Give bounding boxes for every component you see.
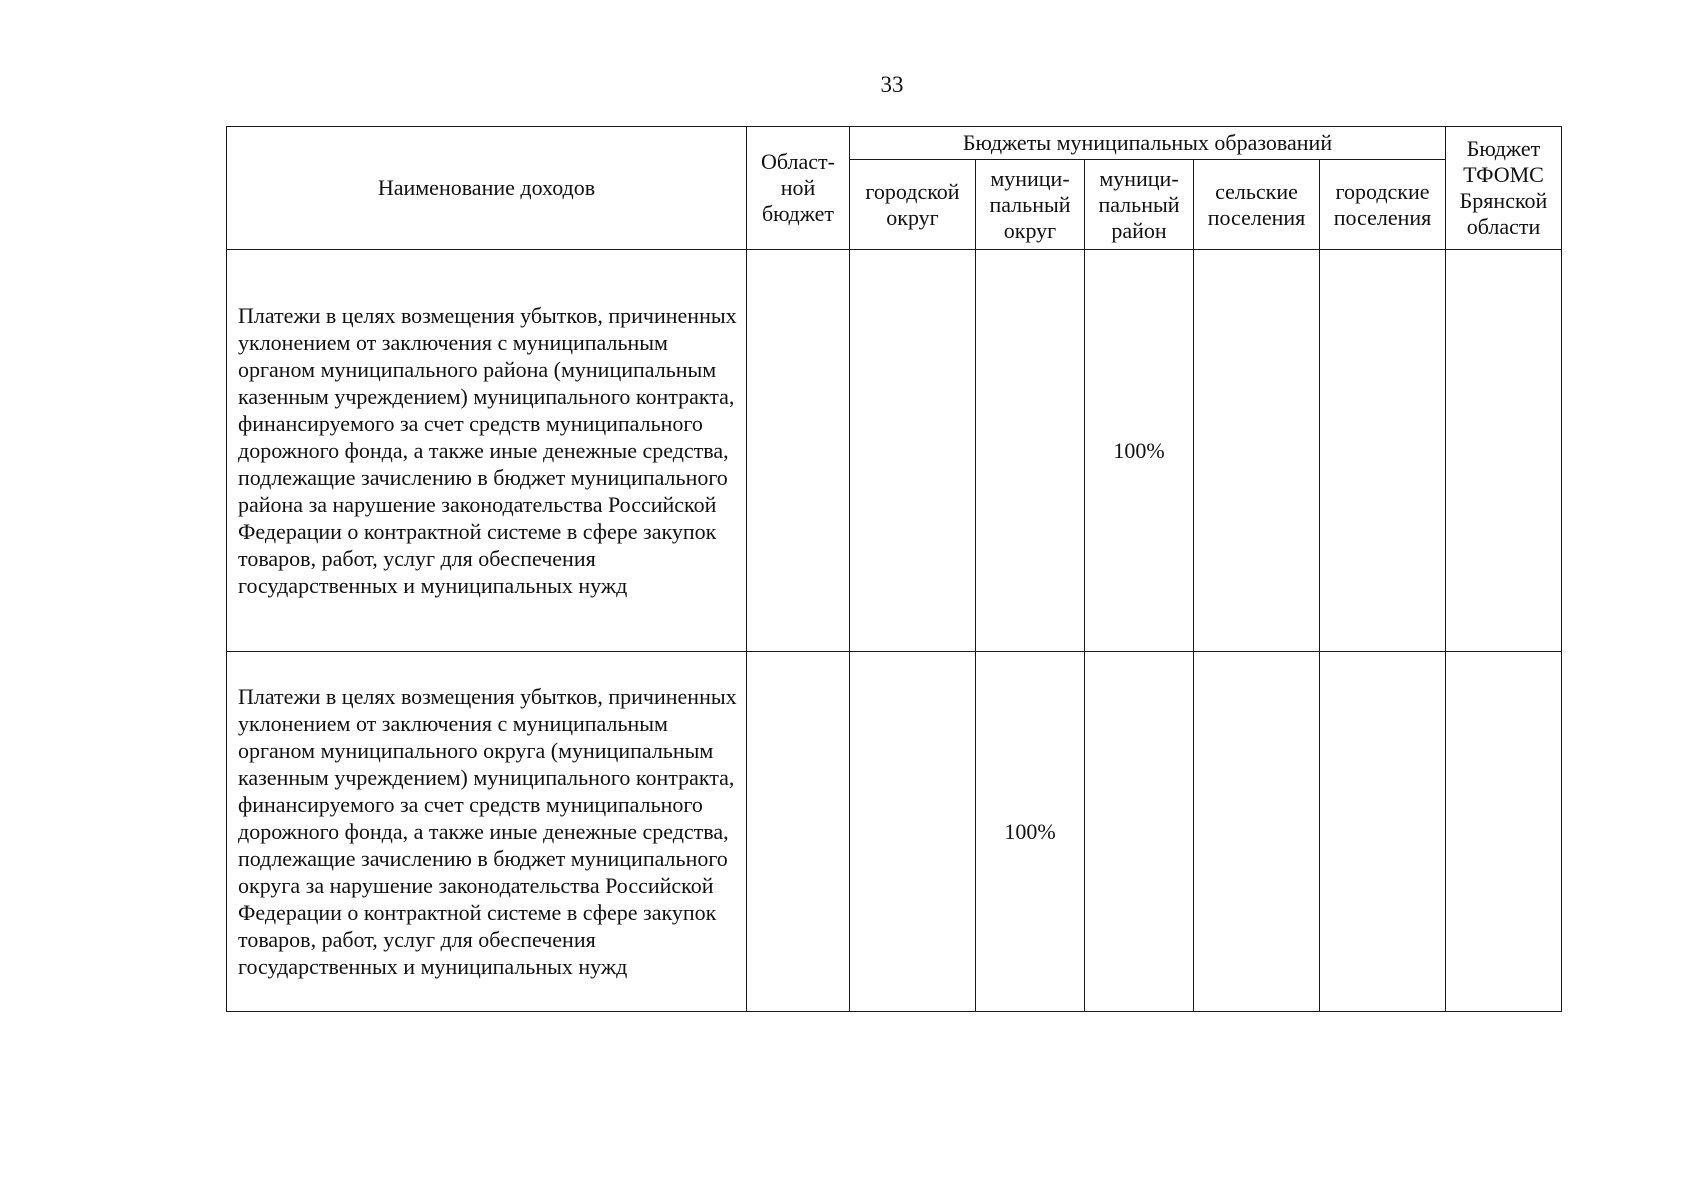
city-district-cell — [850, 250, 976, 652]
income-name-cell: Платежи в целях возмещения убытков, причиненных уклонением от заключения с муниципальным органом муниципального района (муниципальным казенным учреждением) муниципального контракта, финансируемого за счет средств муниципального дорожного фонда, а также иные денежные средства, подлежащие зачислению в бюджет муниципального района за нарушение законодательства Российской Федерации о контрактной системе в сфере закупок товаров, работ, услуг для обеспечения государственных и муниципальных нужд — [227, 250, 747, 652]
header-regional-budget: Област- ной бюджет — [747, 127, 850, 250]
urban-settlements-cell — [1320, 250, 1446, 652]
header-municipal-budgets: Бюджеты муниципальных образований — [850, 127, 1446, 160]
income-name-cell: Платежи в целях возмещения убытков, причиненных уклонением от заключения с муниципальным органом муниципального округа (муниципальным казенным учреждением) муниципального контракта, финансируемого за счет средств муниципального дорожного фонда, а также иные денежные средства, подлежащие зачислению в бюджет муниципального округа за нарушение законодательства Российской Федерации о контрактной системе в сфере закупок товаров, работ, услуг для обеспечения государственных и муниципальных нужд — [227, 652, 747, 1012]
header-income-name: Наименование доходов — [227, 127, 747, 250]
rural-settlements-cell — [1194, 250, 1320, 652]
tfoms-budget-cell — [1446, 250, 1562, 652]
regional-budget-cell — [747, 652, 850, 1012]
header-urban-settlements: городские поселения — [1320, 160, 1446, 250]
header-city-district: городской округ — [850, 160, 976, 250]
header-rural-settlements: сельские поселения — [1194, 160, 1320, 250]
municipal-area-cell — [1085, 652, 1194, 1012]
header-municipal-district: муници- пальный округ — [976, 160, 1085, 250]
table-row — [227, 652, 1562, 1012]
city-district-cell — [850, 652, 976, 1012]
page-number: 33 — [880, 72, 904, 97]
municipal-area-cell: 100% — [1085, 250, 1194, 652]
urban-settlements-cell — [1320, 652, 1446, 1012]
header-tfoms-budget: Бюджет ТФОМС Брянской области — [1446, 127, 1562, 250]
municipal-district-cell: 100% — [976, 652, 1085, 1012]
tfoms-budget-cell — [1446, 652, 1562, 1012]
header-municipal-area: муници- пальный район — [1085, 160, 1194, 250]
regional-budget-cell — [747, 250, 850, 652]
income-distribution-table — [226, 126, 1562, 1012]
rural-settlements-cell — [1194, 652, 1320, 1012]
municipal-district-cell — [976, 250, 1085, 652]
table-row — [227, 250, 1562, 652]
